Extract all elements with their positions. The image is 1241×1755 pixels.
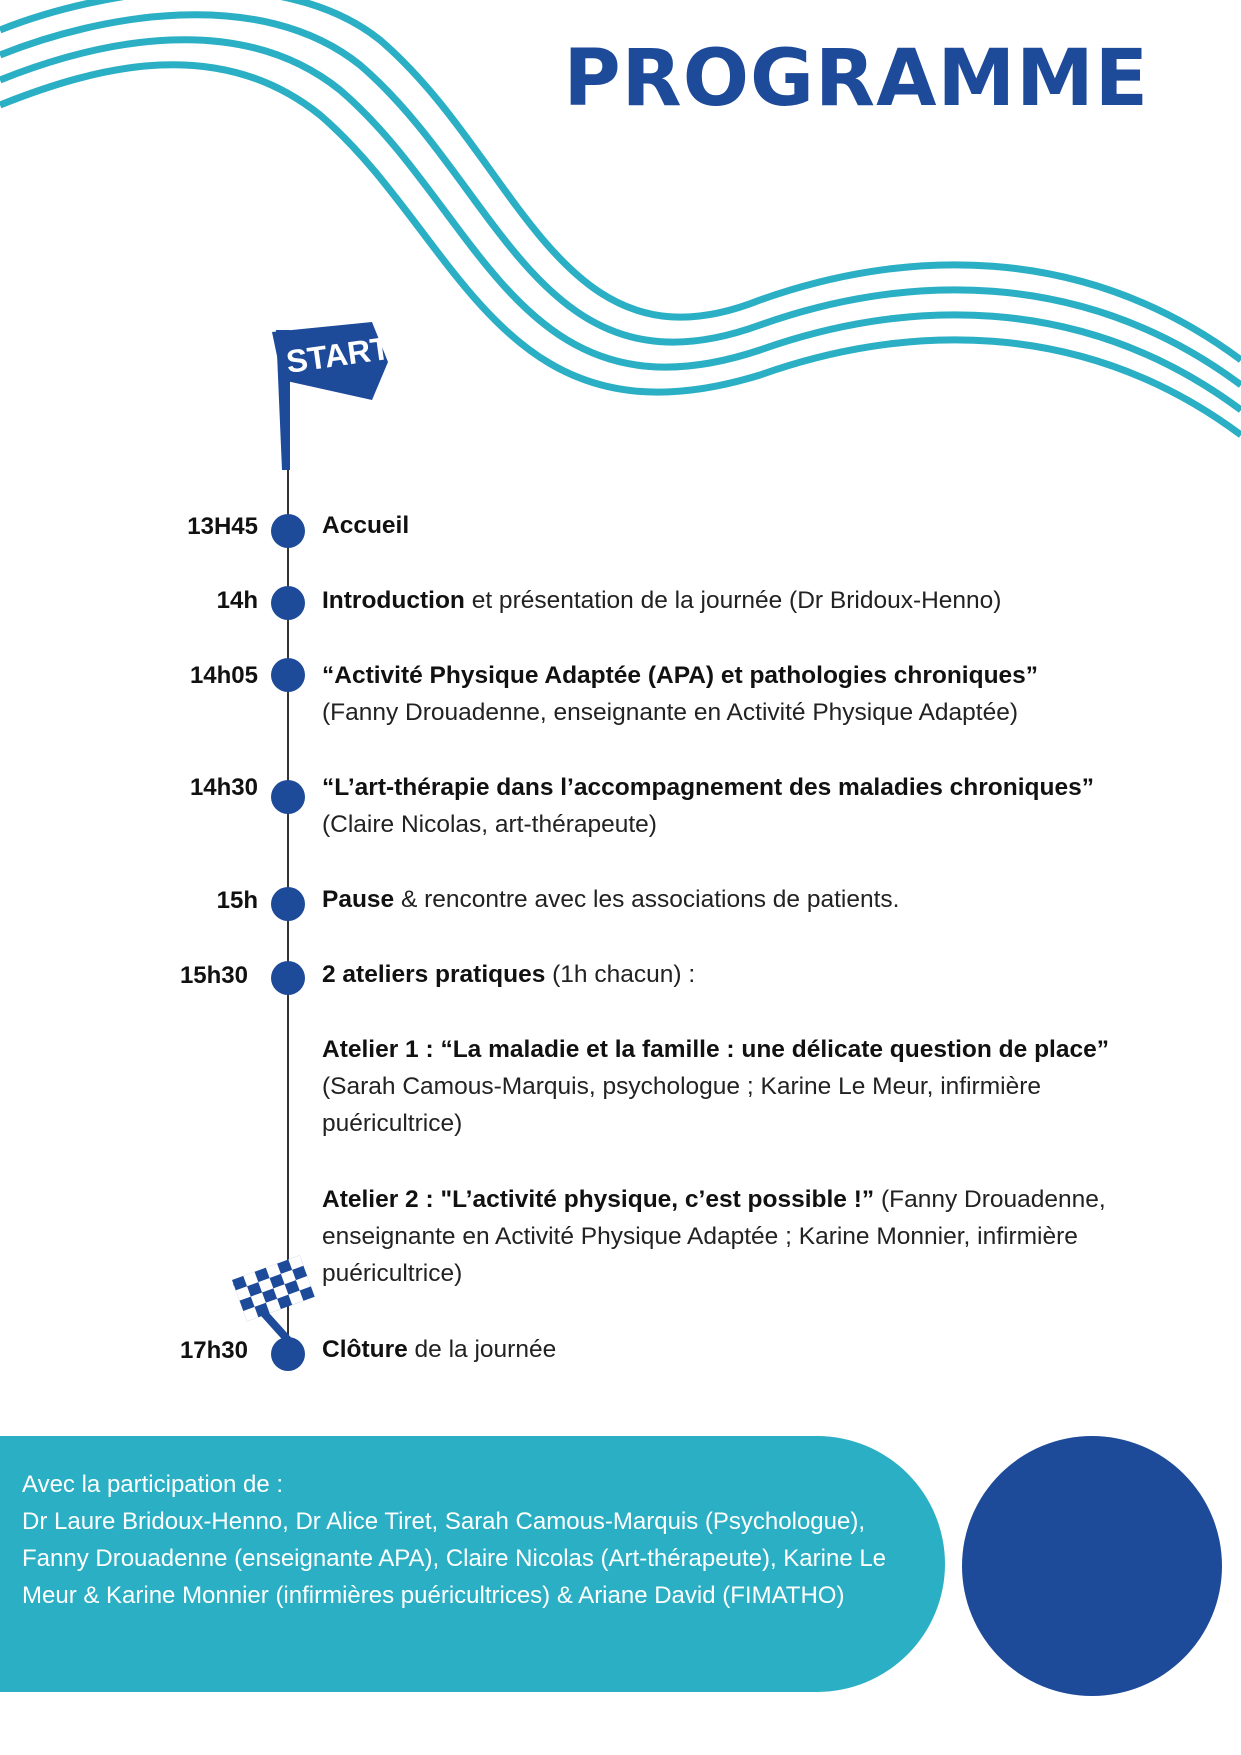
timeline-dot [271,586,305,620]
schedule-item-detail: & rencontre avec les associations de patients. [394,886,900,913]
timeline-dot [271,514,305,548]
schedule-item-title: “L’art-thérapie dans l’accompagnement des maladies chroniques” [322,774,1094,801]
atelier-2-title: Atelier 2 : "L’activité physique, c’est possible !” [322,1186,875,1213]
schedule-item-title: “Activité Physique Adaptée (APA) et pathologies chroniques” [322,662,1039,689]
start-flag-label: START [283,329,393,380]
page-title: PROGRAMME [563,34,1149,124]
schedule-item-detail: (1h chacun) : [545,961,696,988]
schedule-item-title: Introduction [322,587,465,614]
schedule-item-accueil [322,507,1172,544]
participants-block [22,1466,902,1614]
schedule-item-ateliers [322,956,1172,993]
schedule-item-title: Accueil [322,512,410,539]
schedule-item-art-therapie [322,769,1172,843]
participants-list: Dr Laure Bridoux-Henno, Dr Alice Tiret, Sarah Camous-Marquis (Psychologue), Fanny Drouadenne (enseignante APA), Claire Nicolas (Art-thérapeute), Karine Le Meur & Karine Monnier (infirmières puéricultrices) & Ariane David (FIMATHO) [22,1508,887,1609]
schedule-item-detail: (Fanny Drouadenne, enseignante en Activité Physique Adaptée) [322,699,1019,726]
schedule-item-title: Pause [322,886,395,913]
atelier-2 [322,1181,1182,1292]
timeline-dot [271,961,305,995]
participants-heading: Avec la participation de : [22,1471,284,1498]
atelier-1-detail: (Sarah Camous-Marquis, psychologue ; Karine Le Meur, infirmière puéricultrice) [322,1073,1041,1137]
finish-flag-icon [232,1255,315,1340]
time-label: 13H45 [187,513,258,540]
atelier-1-title: Atelier 1 : “La maladie et la famille : une délicate question de place” [322,1036,1109,1063]
footer-circle [962,1436,1222,1696]
time-label: 15h [216,887,258,914]
time-label: 14h05 [189,662,258,689]
time-label: 14h [216,587,258,614]
schedule-item-introduction [322,582,1172,619]
atelier-2-detail: (Fanny Drouadenne, enseignante en Activité Physique Adaptée ; Karine Monnier, infirmière puéricultrice) [322,1186,1106,1287]
schedule-item-detail: (Claire Nicolas, art-thérapeute) [322,811,657,838]
schedule-item-title: 2 ateliers pratiques [322,961,546,988]
time-label: 17h30 [179,1337,248,1364]
time-label: 15h30 [179,962,248,989]
timeline-dot [271,658,305,692]
schedule-item-cloture [322,1331,1172,1368]
start-flag-icon [272,322,393,470]
schedule-item-apa [322,657,1172,731]
schedule-item-title: Clôture [322,1336,408,1363]
timeline-dot [271,780,305,814]
time-label: 14h30 [189,774,258,801]
timeline-dot [271,887,305,921]
atelier-1 [322,1031,1182,1142]
schedule-item-pause [322,881,1172,918]
schedule-item-detail: et présentation de la journée (Dr Bridoux-Henno) [464,587,1002,614]
schedule-item-detail: de la journée [407,1336,557,1363]
timeline-dot [271,1337,305,1371]
